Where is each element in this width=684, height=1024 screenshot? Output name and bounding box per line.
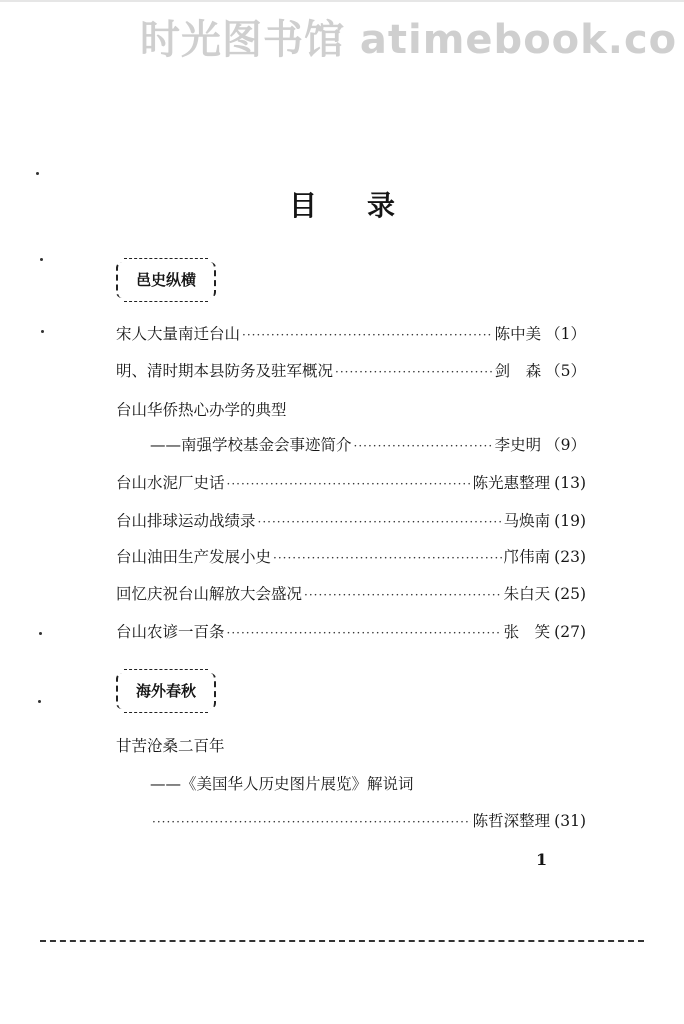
entry-page: (25) (554, 585, 586, 603)
toc-entry[interactable] (116, 359, 586, 383)
entry-author: 陈中美 (494, 325, 542, 343)
scan-speck (41, 330, 44, 333)
entry-page: （1） (545, 325, 586, 343)
toc-entry[interactable] (150, 809, 586, 833)
entry-author: 邝伟南 (503, 548, 551, 566)
entry-page: （5） (545, 362, 586, 380)
entry-page: (23) (554, 548, 586, 566)
page-number: 1 (536, 850, 548, 869)
leader-dots (304, 588, 502, 602)
leader-dots (258, 515, 502, 529)
toc-entry[interactable] (116, 582, 586, 606)
entry-author: 朱白天 (503, 585, 551, 603)
entry-title: 台山油田生产发展小史 (116, 548, 272, 566)
entry-author: 陈哲深整理 (472, 812, 551, 830)
entry-title: 回忆庆祝台山解放大会盛况 (116, 585, 303, 603)
entry-title: 台山农谚一百条 (116, 623, 225, 641)
watermark: 时光图书馆 atimebook.co (140, 17, 678, 63)
entry-page: (27) (554, 623, 586, 641)
entry-subtitle: ——南强学校基金会事迹简介 (150, 436, 352, 454)
entry-author: 剑 森 (494, 362, 542, 380)
leader-dots (242, 328, 493, 342)
entry-author: 张 笑 (503, 623, 551, 641)
section-label-box (116, 262, 216, 298)
entry-page: （9） (545, 436, 586, 454)
toc-entry[interactable] (116, 620, 586, 644)
bottom-rule (40, 940, 644, 942)
leader-dots (273, 551, 502, 565)
scan-speck (39, 632, 42, 635)
toc-entry[interactable] (150, 433, 586, 457)
entry-title[interactable]: 甘苦沧桑二百年 (116, 737, 225, 755)
entry-author: 马焕南 (503, 512, 551, 530)
entry-title[interactable]: 台山华侨热心办学的典型 (116, 401, 287, 419)
scan-speck (40, 258, 43, 261)
toc-entry[interactable] (116, 545, 586, 569)
scan-speck (38, 700, 41, 703)
leader-dots (354, 439, 493, 453)
entry-page: (31) (554, 812, 586, 830)
section-label: 邑史纵横 (135, 271, 196, 289)
toc-entry[interactable] (116, 509, 586, 533)
section-label: 海外春秋 (135, 682, 196, 700)
entry-title: 宋人大量南迁台山 (116, 325, 241, 343)
entry-author: 李史明 (494, 436, 542, 454)
entry-subtitle[interactable]: ——《美国华人历史图片展览》解说词 (150, 775, 414, 793)
entry-title: 台山排球运动战绩录 (116, 512, 256, 530)
leader-dots (335, 365, 493, 379)
top-edge-line (0, 0, 684, 2)
entry-title: 明、清时期本县防务及驻军概况 (116, 362, 334, 380)
leader-dots (152, 815, 471, 829)
entry-page: (13) (554, 474, 586, 492)
toc-entry[interactable] (116, 471, 586, 495)
section-label-box (116, 673, 216, 709)
leader-dots (227, 477, 471, 491)
entry-page: (19) (554, 512, 586, 530)
page-title: 目录 (288, 189, 445, 222)
entry-title: 台山水泥厂史话 (116, 474, 225, 492)
scan-speck (36, 172, 39, 175)
toc-entry[interactable] (116, 322, 586, 346)
leader-dots (227, 626, 502, 640)
entry-author: 陈光惠整理 (472, 474, 551, 492)
